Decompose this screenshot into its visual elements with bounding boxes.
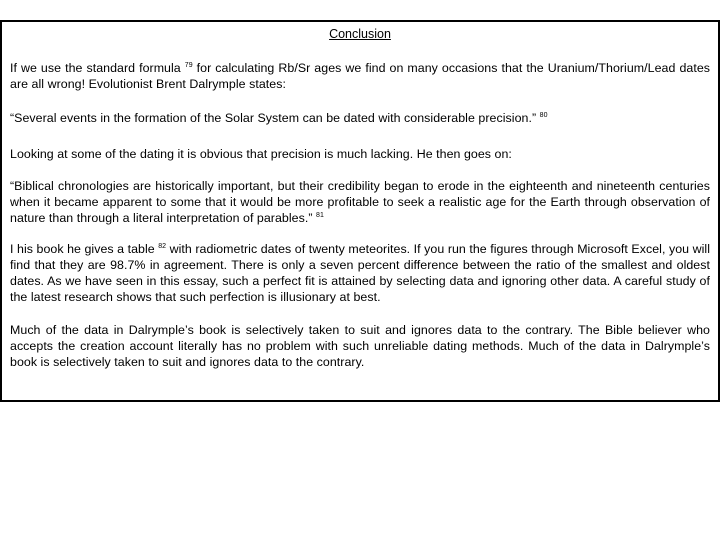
paragraph-dalrymple-quote-2 <box>10 178 710 226</box>
paragraph-text: I his book he gives a table <box>10 242 159 256</box>
paragraph-meteorite-table <box>10 241 710 305</box>
paragraph-text: Much of the data in Dalrymple’s book is selectively taken to suit and ignores data to the contrary. The Bible believer who accepts the creation account literally has no problem with such unreliable dating methods. Much of the data in Dalrymple’s book is selectively taken to suit and ignores data to the contrary. <box>10 323 710 369</box>
quote-text: “Several events in the formation of the Solar System can be dated with considerable precision.” <box>10 111 537 125</box>
paragraph-text: for calculating Rb/Sr ages we find on many occasions that the Uranium/Thorium/Lead dates are all wrong! Evolutionist Brent Dalrymple states: <box>10 61 711 91</box>
paragraph-text: with radiometric dates of twenty meteorites. If you run the figures through Microsoft Excel, you will find that they are 98.7% in agreement. There is only a seven percent difference between the ratio of the smallest and oldest dates. As we have seen in this essay, such a perfect fit is attained by selecting data and ignoring other data. A careful study of the latest research shows that such perfection is illusionary at best. <box>10 242 710 304</box>
paragraph-text: Looking at some of the dating it is obvious that precision is much lacking. He then goes on: <box>10 147 512 161</box>
quote-text: “Biblical chronologies are historically important, but their credibility began to erode in the eighteenth and nineteenth centuries when it became apparent to some that it would be more profitable to seek a realistic age for the Earth through observation of nature than through a literal interpretation of parables.” <box>10 179 710 225</box>
slide-title: Conclusion <box>329 27 391 41</box>
footnote-ref-81: 81 <box>316 211 324 219</box>
paragraph-precision-lacking <box>10 146 710 162</box>
footnote-ref-79: 79 <box>184 61 193 69</box>
paragraph-selective-data <box>10 322 710 370</box>
paragraph-rb-sr-formula <box>10 60 710 92</box>
footnote-ref-80: 80 <box>539 111 548 119</box>
paragraph-text: If we use the standard formula <box>10 61 185 75</box>
slide-content-box <box>0 20 720 402</box>
footnote-ref-82: 82 <box>158 242 167 250</box>
paragraph-dalrymple-quote-1 <box>10 110 710 126</box>
